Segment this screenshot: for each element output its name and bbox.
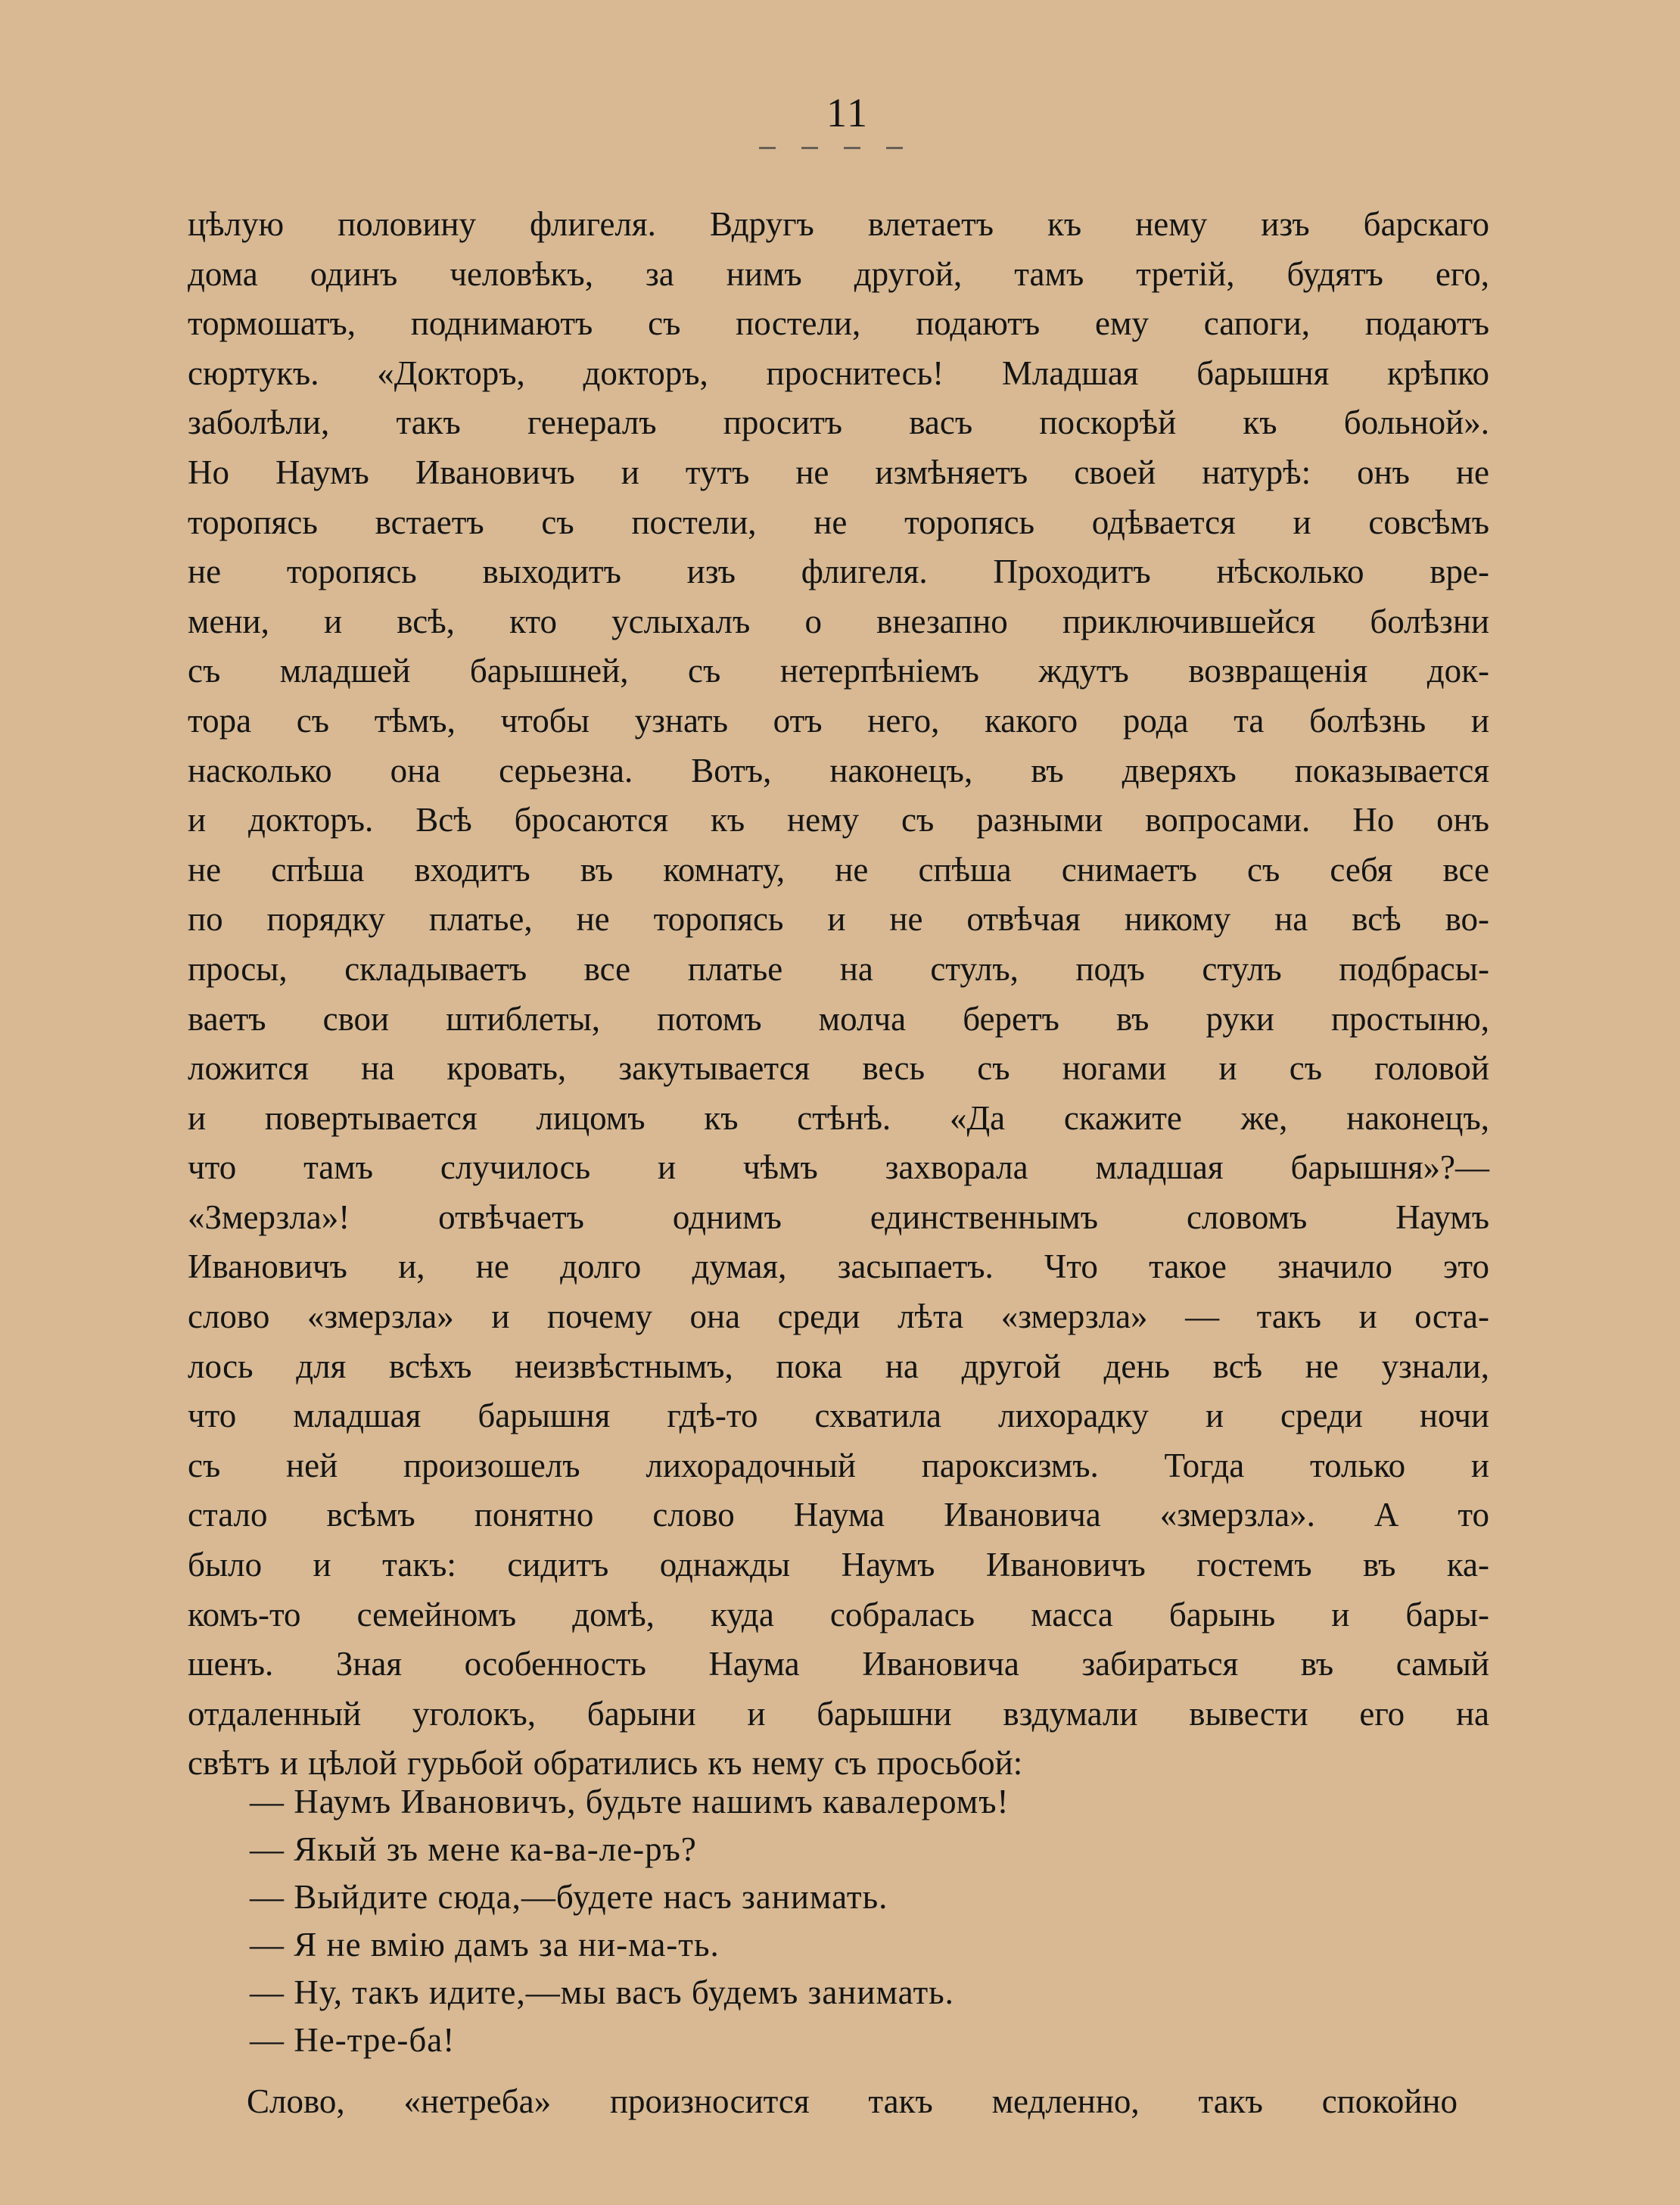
dialogue-line: — Выйдите сюда,—будете насъ занимать.	[250, 1878, 888, 1916]
closing-paragraph	[247, 2077, 1458, 2127]
text-line: не спѣша входитъ въ комнату, не спѣша снимаетъ съ себя все	[188, 850, 1489, 889]
text-line: торопясь встаетъ съ постели, не торопясь одѣвается и совсѣмъ	[188, 503, 1489, 541]
text-line: комъ-то семейномъ домѣ, куда собралась масса барынь и бары-	[188, 1595, 1489, 1634]
text-line: мени, и всѣ, кто услыхалъ о внезапно приключившейся болѣзни	[188, 602, 1489, 640]
page-number: 11	[826, 90, 869, 135]
text-line: шенъ. Зная особенность Наума Ивановича забираться въ самый	[188, 1645, 1489, 1683]
text-line: тормошатъ, поднимаютъ съ постели, подаютъ ему сапоги, подаютъ	[188, 304, 1489, 343]
text-line: Слово, «нетреба» произносится такъ медленно, такъ спокойно	[247, 2082, 1458, 2120]
page-number-rule	[759, 147, 918, 149]
dialogue-line: — Не-тре-ба!	[250, 2021, 456, 2059]
text-line: лось для всѣхъ неизвѣстнымъ, пока на другой день всѣ не узнали,	[188, 1347, 1489, 1385]
text-line: ваетъ свои штиблеты, потомъ молча беретъ въ руки простыню,	[188, 999, 1489, 1038]
text-line: дома одинъ человѣкъ, за нимъ другой, тамъ третій, будятъ его,	[188, 254, 1489, 293]
text-line: не торопясь выходитъ изъ флигеля. Проходитъ нѣсколько вре-	[188, 553, 1489, 591]
text-line: просы, складываетъ все платье на стулъ, подъ стулъ подбрасы-	[188, 949, 1489, 988]
text-line: тора съ тѣмъ, чтобы узнать отъ него, какого рода та болѣзнь и	[188, 701, 1489, 740]
text-line: сюртукъ. «Докторъ, докторъ, проснитесь! Младшая барышня крѣпко	[188, 353, 1489, 392]
main-paragraph	[188, 200, 1489, 1789]
text-line: насколько она серьезна. Вотъ, наконецъ, въ дверяхъ показывается	[188, 751, 1489, 790]
dialogue-line: — Якый зъ мене ка-ва-ле-ръ?	[250, 1830, 697, 1868]
text-line: отдаленный уголокъ, барыни и барышни вздумали вывести его на	[188, 1694, 1489, 1733]
text-line: слово «змерзла» и почему она среди лѣта «змерзла» — такъ и оста-	[188, 1297, 1489, 1336]
text-line: Ивановичъ и, не долго думая, засыпаетъ. Что такое значило это	[188, 1247, 1489, 1286]
text-line: что младшая барышня гдѣ-то схватила лихорадку и среди ночи	[188, 1397, 1489, 1435]
text-line: «Змерзла»! отвѣчаетъ однимъ единственнымъ словомъ Наумъ	[188, 1197, 1489, 1236]
dialogue-line: — Наумъ Ивановичъ, будьте нашимъ кавалеромъ!	[250, 1783, 1010, 1820]
text-line: съ младшей барышней, съ нетерпѣніемъ ждутъ возвращенія док-	[188, 652, 1489, 690]
dialogue-line: — Ну, такъ идите,—мы васъ будемъ занимать.	[250, 1973, 954, 2011]
dialogue-line: — Я не вмію дамъ за ни-ма-ть.	[250, 1926, 720, 1964]
text-line: съ ней произошелъ лихорадочный пароксизмъ. Тогда только и	[188, 1446, 1489, 1484]
text-line: ложится на кровать, закутывается весь съ ногами и съ головой	[188, 1049, 1489, 1088]
text-line: и повертывается лицомъ къ стѣнѣ. «Да скажите же, наконецъ,	[188, 1098, 1489, 1137]
text-line: цѣлую половину флигеля. Вдругъ влетаетъ къ нему изъ барскаго	[188, 205, 1489, 243]
text-line: Но Наумъ Ивановичъ и тутъ не измѣняетъ своей натурѣ: онъ не	[188, 453, 1489, 491]
text-line: заболѣли, такъ генералъ проситъ васъ поскорѣй къ больной».	[188, 403, 1489, 442]
text-line: что тамъ случилось и чѣмъ захворала младшая барышня»?—	[188, 1148, 1489, 1187]
dialogue-block	[250, 1778, 1385, 2064]
text-line: и докторъ. Всѣ бросаются къ нему съ разными вопросами. Но онъ	[188, 801, 1489, 839]
text-line: по порядку платье, не торопясь и не отвѣчая никому на всѣ во-	[188, 900, 1489, 939]
text-line: было и такъ: сидитъ однажды Наумъ Ивановичъ гостемъ въ ка-	[188, 1546, 1489, 1584]
text-line: стало всѣмъ понятно слово Наума Ивановича «змерзла». А то	[188, 1496, 1489, 1534]
text-line: свѣтъ и цѣлой гурьбой обратились къ нему съ просьбой:	[188, 1744, 1023, 1783]
